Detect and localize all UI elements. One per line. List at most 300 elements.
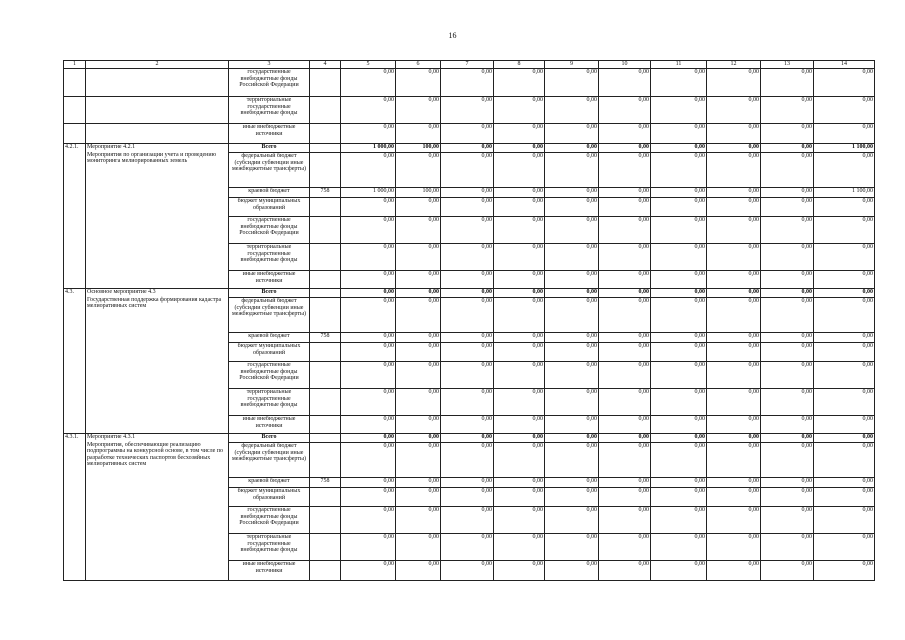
- header-cell: 14: [814, 61, 875, 69]
- table-row: [64, 289, 875, 298]
- value-cell: 0,00: [707, 298, 761, 333]
- value-cell: 0,00: [494, 478, 545, 488]
- header-cell: 9: [545, 61, 599, 69]
- source-cell: иные внебюджетные источники: [229, 124, 310, 144]
- code-column-cell: [310, 153, 341, 188]
- value-cell: 0,00: [441, 244, 494, 271]
- value-cell: 0,00: [599, 188, 651, 198]
- value-cell: 0,00: [651, 561, 707, 581]
- value-cell: 0,00: [396, 561, 441, 581]
- value-cell: 0,00: [814, 289, 875, 298]
- value-cell: 0,00: [494, 488, 545, 507]
- event-description: Мероприятия по организации учета и проведению мониторинга мелиорированных земель: [87, 151, 217, 165]
- value-cell: 0,00: [599, 198, 651, 217]
- header-cell: 13: [761, 61, 814, 69]
- value-cell: 0,00: [651, 488, 707, 507]
- value-cell: 0,00: [814, 333, 875, 343]
- event-title: Мероприятие 4.3.1: [87, 434, 136, 440]
- source-cell: федеральный бюджет (субсидии субвенции иные межбюджетные трансферты): [229, 153, 310, 188]
- value-cell: 1 100,00: [814, 144, 875, 153]
- value-cell: 0,00: [599, 244, 651, 271]
- value-cell: 0,00: [707, 97, 761, 124]
- value-cell: 0,00: [707, 198, 761, 217]
- value-cell: 0,00: [494, 289, 545, 298]
- budget-table: [63, 60, 875, 581]
- value-cell: 0,00: [707, 416, 761, 434]
- value-cell: 0,00: [599, 478, 651, 488]
- value-cell: 0,00: [494, 561, 545, 581]
- value-cell: 0,00: [396, 298, 441, 333]
- header-cell: 8: [494, 61, 545, 69]
- value-cell: 0,00: [707, 153, 761, 188]
- value-cell: 0,00: [651, 434, 707, 443]
- description-cell: [86, 434, 229, 581]
- value-cell: 0,00: [761, 153, 814, 188]
- value-cell: 0,00: [545, 271, 599, 289]
- value-cell: 0,00: [651, 298, 707, 333]
- value-cell: 0,00: [494, 389, 545, 416]
- source-cell: бюджет муниципальных образований: [229, 343, 310, 362]
- value-cell: 0,00: [814, 534, 875, 561]
- code-column-cell: [310, 97, 341, 124]
- value-cell: 0,00: [707, 333, 761, 343]
- value-cell: 0,00: [441, 289, 494, 298]
- value-cell: 0,00: [599, 271, 651, 289]
- header-cell: 4: [310, 61, 341, 69]
- value-cell: 0,00: [761, 561, 814, 581]
- value-cell: 0,00: [707, 434, 761, 443]
- value-cell: 0,00: [396, 124, 441, 144]
- value-cell: 0,00: [441, 416, 494, 434]
- code-cell: 4.3.1.: [64, 434, 86, 581]
- code-column-cell: [310, 198, 341, 217]
- value-cell: 0,00: [761, 244, 814, 271]
- value-cell: 0,00: [545, 362, 599, 389]
- value-cell: 0,00: [761, 416, 814, 434]
- value-cell: 1 000,00: [341, 188, 396, 198]
- value-cell: 0,00: [494, 333, 545, 343]
- value-cell: 0,00: [545, 289, 599, 298]
- value-cell: 0,00: [707, 271, 761, 289]
- code-column-cell: 758: [310, 188, 341, 198]
- value-cell: 0,00: [396, 289, 441, 298]
- source-cell: иные внебюджетные источники: [229, 416, 310, 434]
- header-cell: 3: [229, 61, 310, 69]
- value-cell: 0,00: [396, 271, 441, 289]
- value-cell: 0,00: [441, 362, 494, 389]
- value-cell: 0,00: [396, 244, 441, 271]
- value-cell: 0,00: [545, 507, 599, 534]
- source-cell: Всего: [229, 434, 310, 443]
- value-cell: 0,00: [814, 362, 875, 389]
- value-cell: 0,00: [814, 298, 875, 333]
- code-column-cell: [310, 389, 341, 416]
- value-cell: 0,00: [651, 188, 707, 198]
- value-cell: 0,00: [814, 244, 875, 271]
- event-description: Государственная поддержка формирования кадастра мелиоративных систем: [87, 296, 222, 310]
- event-title: Мероприятие 4.2.1: [87, 144, 136, 150]
- header-cell: 5: [341, 61, 396, 69]
- value-cell: 0,00: [494, 69, 545, 97]
- value-cell: 0,00: [651, 389, 707, 416]
- value-cell: 0,00: [396, 217, 441, 244]
- code-cell: [64, 69, 86, 97]
- value-cell: 0,00: [341, 343, 396, 362]
- value-cell: 0,00: [814, 124, 875, 144]
- value-cell: 0,00: [396, 434, 441, 443]
- value-cell: 0,00: [707, 144, 761, 153]
- value-cell: 0,00: [707, 389, 761, 416]
- value-cell: 0,00: [341, 534, 396, 561]
- event-description: Мероприятия, обеспечивающие реализацию подпрограммы на конкурсной основе, в том числе по разработке технических паспортов бесхозяйных мелиоративных систем: [87, 441, 223, 468]
- value-cell: 0,00: [761, 271, 814, 289]
- value-cell: 0,00: [441, 198, 494, 217]
- header-cell: 7: [441, 61, 494, 69]
- value-cell: 0,00: [814, 416, 875, 434]
- value-cell: 0,00: [494, 217, 545, 244]
- value-cell: 0,00: [814, 69, 875, 97]
- table-row: [64, 124, 875, 144]
- source-cell: государственные внебюджетные фонды Российской Федерации: [229, 217, 310, 244]
- description-cell: [86, 69, 229, 97]
- value-cell: 0,00: [651, 343, 707, 362]
- value-cell: 0,00: [599, 298, 651, 333]
- source-cell: иные внебюджетные источники: [229, 561, 310, 581]
- value-cell: 0,00: [707, 69, 761, 97]
- value-cell: 0,00: [761, 217, 814, 244]
- value-cell: 0,00: [651, 217, 707, 244]
- value-cell: 0,00: [651, 244, 707, 271]
- value-cell: 0,00: [814, 443, 875, 478]
- code-column-cell: [310, 124, 341, 144]
- value-cell: 0,00: [341, 124, 396, 144]
- value-cell: 0,00: [651, 69, 707, 97]
- value-cell: 0,00: [651, 478, 707, 488]
- value-cell: 0,00: [599, 443, 651, 478]
- source-cell: Всего: [229, 289, 310, 298]
- value-cell: 0,00: [707, 244, 761, 271]
- value-cell: 0,00: [494, 534, 545, 561]
- source-cell: иные внебюджетные источники: [229, 271, 310, 289]
- value-cell: 0,00: [707, 289, 761, 298]
- value-cell: 0,00: [599, 69, 651, 97]
- code-column-cell: [310, 488, 341, 507]
- value-cell: 0,00: [599, 488, 651, 507]
- value-cell: 0,00: [707, 488, 761, 507]
- value-cell: 0,00: [545, 97, 599, 124]
- value-cell: 0,00: [651, 534, 707, 561]
- code-column-cell: 758: [310, 333, 341, 343]
- value-cell: 0,00: [599, 97, 651, 124]
- value-cell: 0,00: [396, 534, 441, 561]
- value-cell: 0,00: [494, 271, 545, 289]
- value-cell: 0,00: [545, 343, 599, 362]
- value-cell: 0,00: [599, 362, 651, 389]
- source-cell: государственные внебюджетные фонды Российской Федерации: [229, 507, 310, 534]
- value-cell: 0,00: [341, 298, 396, 333]
- value-cell: 0,00: [545, 198, 599, 217]
- value-cell: 0,00: [707, 507, 761, 534]
- value-cell: 0,00: [494, 188, 545, 198]
- value-cell: 0,00: [814, 561, 875, 581]
- code-column-cell: [310, 244, 341, 271]
- value-cell: 0,00: [494, 124, 545, 144]
- header-cell: 12: [707, 61, 761, 69]
- code-column-cell: [310, 289, 341, 298]
- value-cell: 0,00: [441, 434, 494, 443]
- source-cell: бюджет муниципальных образований: [229, 198, 310, 217]
- code-column-cell: [310, 534, 341, 561]
- code-cell: [64, 124, 86, 144]
- value-cell: 0,00: [651, 416, 707, 434]
- value-cell: 100,00: [396, 144, 441, 153]
- value-cell: 0,00: [599, 124, 651, 144]
- code-column-cell: 758: [310, 478, 341, 488]
- value-cell: 0,00: [396, 333, 441, 343]
- value-cell: 0,00: [441, 333, 494, 343]
- value-cell: 0,00: [441, 144, 494, 153]
- value-cell: 0,00: [707, 362, 761, 389]
- description-cell: [86, 289, 229, 434]
- value-cell: 0,00: [341, 488, 396, 507]
- code-column-cell: [310, 271, 341, 289]
- value-cell: 0,00: [441, 69, 494, 97]
- value-cell: 0,00: [341, 153, 396, 188]
- value-cell: 0,00: [761, 198, 814, 217]
- value-cell: 0,00: [441, 507, 494, 534]
- value-cell: 0,00: [396, 153, 441, 188]
- code-column-cell: [310, 416, 341, 434]
- value-cell: 0,00: [814, 488, 875, 507]
- value-cell: 0,00: [341, 561, 396, 581]
- value-cell: 0,00: [651, 198, 707, 217]
- value-cell: 0,00: [545, 416, 599, 434]
- value-cell: 0,00: [494, 144, 545, 153]
- value-cell: 0,00: [441, 488, 494, 507]
- value-cell: 0,00: [396, 69, 441, 97]
- value-cell: 0,00: [599, 333, 651, 343]
- value-cell: 0,00: [441, 124, 494, 144]
- value-cell: 0,00: [814, 153, 875, 188]
- value-cell: 0,00: [545, 298, 599, 333]
- value-cell: 0,00: [341, 443, 396, 478]
- value-cell: 0,00: [761, 434, 814, 443]
- value-cell: 0,00: [814, 507, 875, 534]
- value-cell: 0,00: [441, 217, 494, 244]
- value-cell: 0,00: [494, 97, 545, 124]
- description-cell: [86, 97, 229, 124]
- value-cell: 0,00: [707, 188, 761, 198]
- value-cell: 0,00: [441, 97, 494, 124]
- source-cell: краевой бюджет: [229, 188, 310, 198]
- code-column-cell: [310, 298, 341, 333]
- code-cell: [64, 97, 86, 124]
- code-column-cell: [310, 69, 341, 97]
- value-cell: 0,00: [441, 389, 494, 416]
- source-cell: территориальные государственные внебюджетные фонды: [229, 244, 310, 271]
- value-cell: 0,00: [441, 343, 494, 362]
- value-cell: 0,00: [545, 217, 599, 244]
- value-cell: 0,00: [494, 434, 545, 443]
- value-cell: 0,00: [545, 153, 599, 188]
- code-column-cell: [310, 217, 341, 244]
- value-cell: 100,00: [396, 188, 441, 198]
- value-cell: 0,00: [545, 534, 599, 561]
- value-cell: 1 000,00: [341, 144, 396, 153]
- page-number: 16: [448, 31, 457, 40]
- value-cell: 0,00: [761, 488, 814, 507]
- value-cell: 0,00: [761, 343, 814, 362]
- value-cell: 0,00: [761, 188, 814, 198]
- value-cell: 0,00: [707, 343, 761, 362]
- value-cell: 0,00: [545, 69, 599, 97]
- value-cell: 1 100,00: [814, 188, 875, 198]
- code-column-cell: [310, 144, 341, 153]
- value-cell: 0,00: [341, 362, 396, 389]
- table-row: [64, 69, 875, 97]
- value-cell: 0,00: [651, 153, 707, 188]
- value-cell: 0,00: [396, 198, 441, 217]
- value-cell: 0,00: [814, 343, 875, 362]
- value-cell: 0,00: [651, 333, 707, 343]
- value-cell: 0,00: [545, 443, 599, 478]
- value-cell: 0,00: [441, 443, 494, 478]
- value-cell: 0,00: [341, 271, 396, 289]
- value-cell: 0,00: [651, 271, 707, 289]
- value-cell: 0,00: [396, 389, 441, 416]
- value-cell: 0,00: [545, 188, 599, 198]
- value-cell: 0,00: [599, 144, 651, 153]
- source-cell: бюджет муниципальных образований: [229, 488, 310, 507]
- source-cell: территориальные государственные внебюджетные фонды: [229, 97, 310, 124]
- code-column-cell: [310, 443, 341, 478]
- value-cell: 0,00: [396, 362, 441, 389]
- source-cell: краевой бюджет: [229, 333, 310, 343]
- value-cell: 0,00: [545, 333, 599, 343]
- value-cell: 0,00: [545, 561, 599, 581]
- value-cell: 0,00: [761, 124, 814, 144]
- value-cell: 0,00: [599, 416, 651, 434]
- code-column-cell: [310, 362, 341, 389]
- source-cell: Всего: [229, 144, 310, 153]
- source-cell: территориальные государственные внебюджетные фонды: [229, 389, 310, 416]
- value-cell: 0,00: [761, 69, 814, 97]
- source-cell: федеральный бюджет (субсидии субвенции иные межбюджетные трансферты): [229, 443, 310, 478]
- value-cell: 0,00: [494, 198, 545, 217]
- value-cell: 0,00: [545, 434, 599, 443]
- value-cell: 0,00: [341, 434, 396, 443]
- value-cell: 0,00: [341, 217, 396, 244]
- value-cell: 0,00: [651, 144, 707, 153]
- value-cell: 0,00: [396, 416, 441, 434]
- value-cell: 0,00: [396, 443, 441, 478]
- value-cell: 0,00: [441, 561, 494, 581]
- value-cell: 0,00: [396, 507, 441, 534]
- value-cell: 0,00: [814, 198, 875, 217]
- value-cell: 0,00: [761, 298, 814, 333]
- value-cell: 0,00: [545, 488, 599, 507]
- value-cell: 0,00: [545, 389, 599, 416]
- value-cell: 0,00: [341, 289, 396, 298]
- value-cell: 0,00: [545, 144, 599, 153]
- value-cell: 0,00: [761, 443, 814, 478]
- value-cell: 0,00: [494, 443, 545, 478]
- value-cell: 0,00: [494, 244, 545, 271]
- header-cell: 10: [599, 61, 651, 69]
- event-title: Основное мероприятие 4.3: [87, 289, 156, 295]
- value-cell: 0,00: [599, 217, 651, 244]
- header-cell: 11: [651, 61, 707, 69]
- code-cell: 4.2.1.: [64, 144, 86, 289]
- value-cell: 0,00: [651, 124, 707, 144]
- value-cell: 0,00: [441, 188, 494, 198]
- value-cell: 0,00: [494, 153, 545, 188]
- value-cell: 0,00: [341, 389, 396, 416]
- value-cell: 0,00: [599, 434, 651, 443]
- value-cell: 0,00: [707, 124, 761, 144]
- value-cell: 0,00: [814, 389, 875, 416]
- value-cell: 0,00: [441, 298, 494, 333]
- value-cell: 0,00: [814, 271, 875, 289]
- code-column-cell: [310, 507, 341, 534]
- value-cell: 0,00: [651, 507, 707, 534]
- value-cell: 0,00: [761, 534, 814, 561]
- table-row: [64, 97, 875, 124]
- value-cell: 0,00: [599, 289, 651, 298]
- value-cell: 0,00: [441, 534, 494, 561]
- table-row: [64, 434, 875, 443]
- code-cell: 4.3.: [64, 289, 86, 434]
- value-cell: 0,00: [341, 244, 396, 271]
- value-cell: 0,00: [441, 271, 494, 289]
- value-cell: 0,00: [651, 289, 707, 298]
- code-column-cell: [310, 343, 341, 362]
- value-cell: 0,00: [599, 561, 651, 581]
- value-cell: 0,00: [814, 217, 875, 244]
- value-cell: 0,00: [599, 343, 651, 362]
- value-cell: 0,00: [341, 69, 396, 97]
- value-cell: 0,00: [651, 362, 707, 389]
- value-cell: 0,00: [761, 362, 814, 389]
- value-cell: 0,00: [761, 478, 814, 488]
- header-cell: 6: [396, 61, 441, 69]
- value-cell: 0,00: [651, 443, 707, 478]
- header-cell: 1: [64, 61, 86, 69]
- value-cell: 0,00: [341, 416, 396, 434]
- value-cell: 0,00: [761, 97, 814, 124]
- value-cell: 0,00: [599, 507, 651, 534]
- value-cell: 0,00: [341, 97, 396, 124]
- source-cell: краевой бюджет: [229, 478, 310, 488]
- value-cell: 0,00: [707, 443, 761, 478]
- value-cell: 0,00: [761, 333, 814, 343]
- value-cell: 0,00: [545, 244, 599, 271]
- source-cell: территориальные государственные внебюджетные фонды: [229, 534, 310, 561]
- code-column-cell: [310, 561, 341, 581]
- value-cell: 0,00: [814, 478, 875, 488]
- value-cell: 0,00: [707, 561, 761, 581]
- value-cell: 0,00: [441, 478, 494, 488]
- value-cell: 0,00: [651, 97, 707, 124]
- source-cell: государственные внебюджетные фонды Российской Федерации: [229, 69, 310, 97]
- header-cell: 2: [86, 61, 229, 69]
- value-cell: 0,00: [761, 389, 814, 416]
- value-cell: 0,00: [599, 534, 651, 561]
- value-cell: 0,00: [761, 507, 814, 534]
- value-cell: 0,00: [396, 478, 441, 488]
- value-cell: 0,00: [707, 217, 761, 244]
- source-cell: государственные внебюджетные фонды Российской Федерации: [229, 362, 310, 389]
